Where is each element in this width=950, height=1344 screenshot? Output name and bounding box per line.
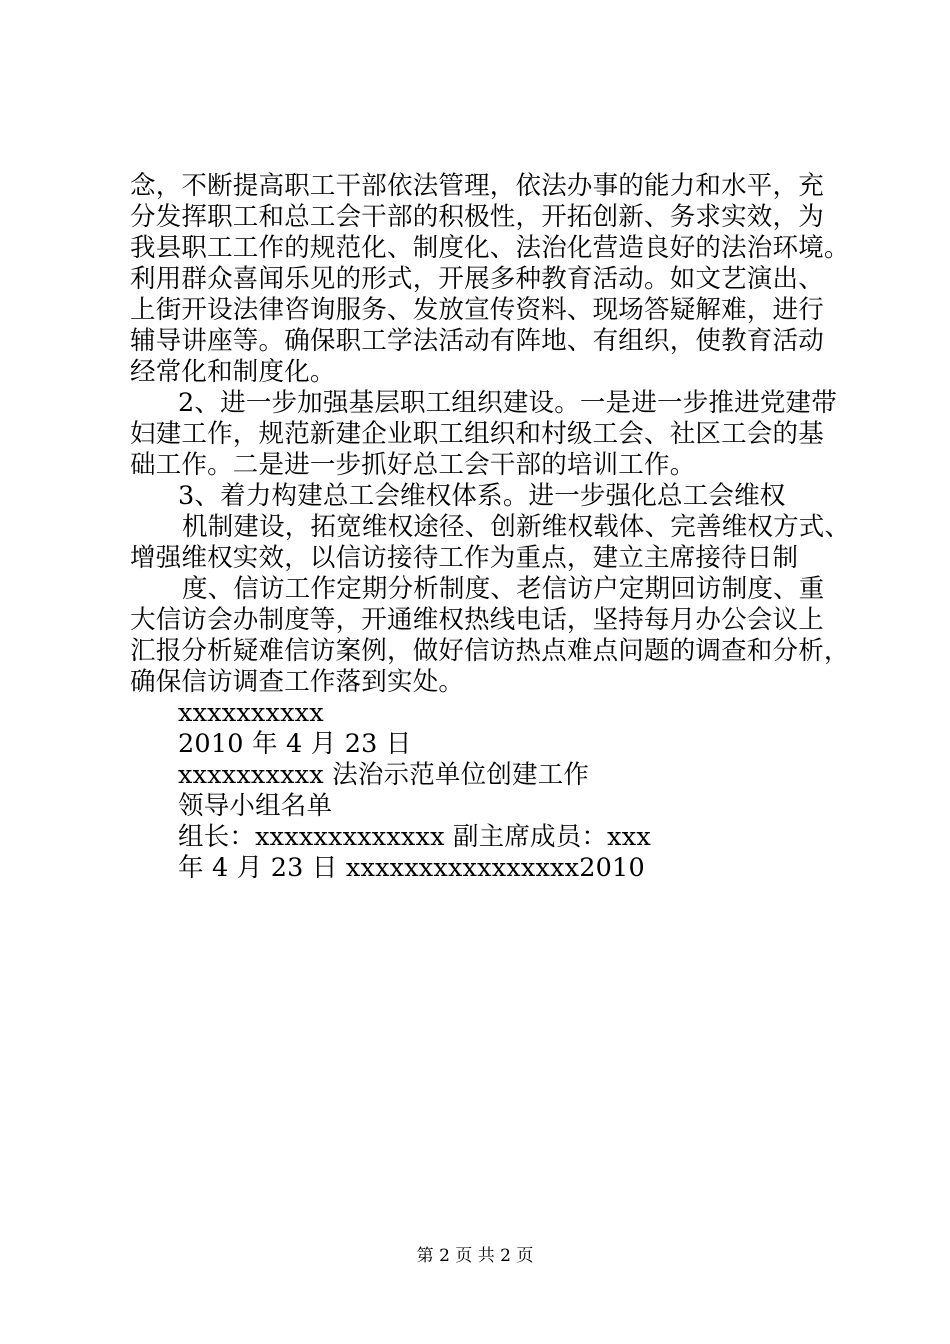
- text-line: 机制建设，拓宽维权途径、创新维权载体、完善维权方式、: [182, 512, 851, 542]
- text-line: 辅导讲座等。确保职工学法活动有阵地、有组织，使教育活动: [130, 326, 824, 356]
- text-line: 础工作。二是进一步抓好总工会干部的培训工作。: [130, 450, 696, 480]
- signature-line: xxxxxxxxxx: [178, 698, 324, 728]
- signature-line: xxxxxxxxxx 法治示范单位创建工作: [178, 760, 590, 790]
- text-line: 度、信访工作定期分析制度、老信访户定期回访制度、重: [182, 574, 825, 604]
- page-footer: 第 2 页 共 2 页: [416, 1246, 534, 1266]
- text-line: 3、着力构建总工会维权体系。进一步强化总工会维权: [178, 481, 786, 511]
- text-line: 上街开设法律咨询服务、发放宣传资料、现场答疑解难，进行: [130, 295, 824, 325]
- text-line: 经常化和制度化。: [130, 357, 336, 387]
- text-line: 汇报分析疑难信访案例，做好信访热点难点问题的调查和分析，: [130, 636, 850, 666]
- text-line: 2、进一步加强基层职工组织建设。一是进一步推进党建带: [178, 388, 837, 418]
- text-line: 大信访会办制度等，开通维权热线电话，坚持每月办公会议上: [130, 605, 824, 635]
- text-line: 念，不断提高职工干部依法管理，依法办事的能力和水平，充: [130, 171, 824, 201]
- text-line: 确保信访调查工作落到实处。: [130, 667, 465, 697]
- text-line: 利用群众喜闻乐见的形式，开展多种教育活动。如文艺演出、: [130, 264, 824, 294]
- signature-line: 年 4 月 23 日 xxxxxxxxxxxxxxxx2010: [178, 853, 645, 883]
- text-line: 分发挥职工和总工会干部的积极性，开拓创新、务求实效，为: [130, 202, 824, 232]
- document-body: [130, 171, 850, 884]
- text-line: 增强维权实效，以信访接待工作为重点，建立主席接待日制: [130, 543, 799, 573]
- signature-line: 2010 年 4 月 23 日: [178, 729, 412, 759]
- text-line: 我县职工工作的规范化、制度化、法治化营造良好的法治环境。: [130, 233, 850, 263]
- text-line: 妇建工作，规范新建企业职工组织和村级工会、社区工会的基: [130, 419, 824, 449]
- signature-line: 组长：xxxxxxxxxxxxx 副主席成员：xxx: [178, 822, 651, 852]
- signature-line: 领导小组名单: [178, 791, 333, 821]
